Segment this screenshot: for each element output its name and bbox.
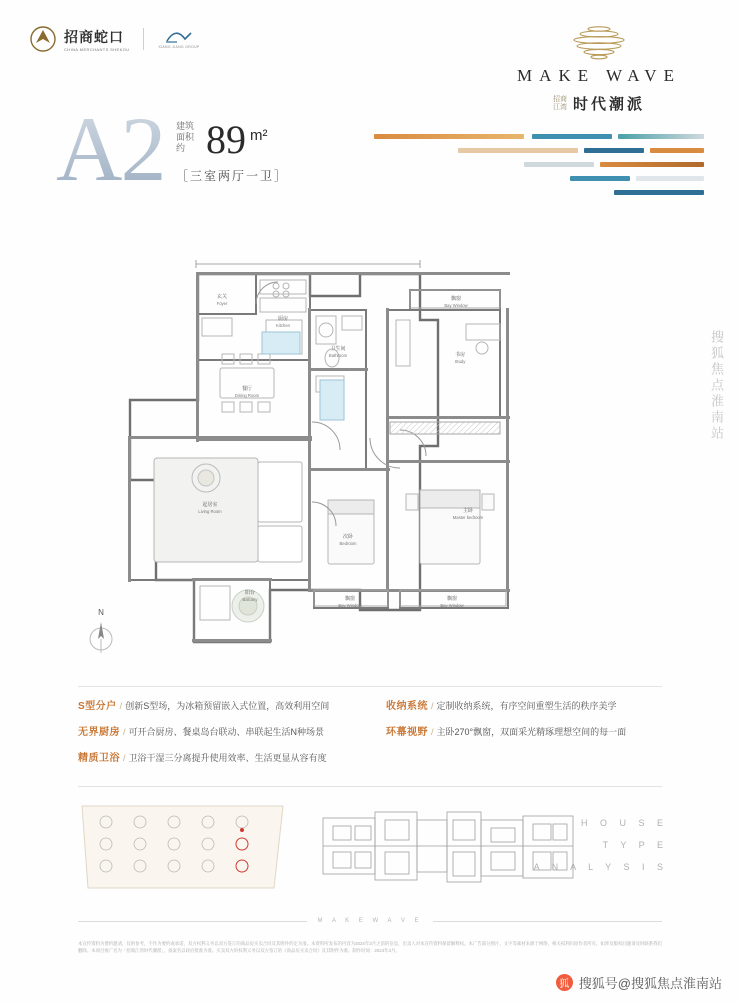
- svg-text:Bay Window: Bay Window: [440, 603, 464, 608]
- svg-text:Living Room: Living Room: [198, 509, 222, 514]
- svg-text:飘窗: 飘窗: [344, 596, 356, 602]
- svg-text:主卧: 主卧: [462, 508, 474, 514]
- svg-text:飘窗: 飘窗: [446, 596, 458, 602]
- svg-text:Bedroom: Bedroom: [339, 541, 357, 546]
- footer-wave-divider: [78, 918, 662, 924]
- area-label-line1: 建筑: [176, 121, 195, 131]
- watermark-side: 搜狐焦点淮南站: [709, 330, 724, 442]
- svg-text:厨房: 厨房: [277, 316, 289, 322]
- svg-text:Balcony: Balcony: [242, 597, 258, 602]
- developer-name-en: CHINA MERCHANTS SHEKOU: [64, 46, 130, 52]
- compass-north-label: N: [98, 608, 104, 617]
- svg-text:Dining Room: Dining Room: [234, 393, 260, 398]
- brand-block: [504, 24, 694, 114]
- watermark-bottom: [556, 973, 722, 992]
- area-unit: m²: [250, 127, 268, 144]
- floor-plan: [70, 250, 670, 670]
- logo-divider: [143, 28, 144, 50]
- brand-sub-small-2: 江湾: [552, 103, 567, 111]
- area-value: 89: [206, 117, 246, 162]
- feature-item: 环幕视野 / 主卧270°飘窗，双面采光精琢理想空间的每一面: [386, 727, 627, 738]
- feature-text: 可开合厨房、餐桌岛台联动、串联起生活N种场景: [128, 727, 325, 737]
- feature-title: 环幕视野: [386, 727, 428, 738]
- svg-text:Master bedroom: Master bedroom: [452, 515, 484, 520]
- svg-text:次卧: 次卧: [342, 534, 354, 540]
- analysis-caption: [534, 812, 668, 878]
- feature-text: 创新S型场，为冰箱预留嵌入式位置，高效利用空间: [125, 701, 330, 711]
- partner-logo-caption: XIANG JIANG GROUP: [158, 45, 200, 49]
- partner-logo-icon: [165, 29, 193, 43]
- sohu-badge-icon: 狐: [556, 974, 573, 991]
- unit-code-text: A2: [56, 98, 165, 200]
- feature-text: 卫浴干湿三分离提升使用效率、生活更显从容有度: [128, 753, 327, 763]
- feature-title: 收纳系统: [386, 701, 428, 712]
- brand-sub-small-1: 招商: [552, 95, 567, 103]
- area-label: [176, 121, 202, 160]
- feature-title: 精质卫浴: [78, 753, 120, 764]
- brand-title-cn: 时代潮派: [572, 96, 645, 113]
- watermark-bottom-text: 搜狐号@搜狐焦点淮南站: [578, 976, 722, 991]
- analysis-line-3: A N A L Y S I S: [533, 862, 668, 872]
- analysis-section: [78, 800, 668, 900]
- floor-plan-drawing: [70, 250, 670, 670]
- china-merchants-logo-icon: [30, 26, 56, 52]
- features-divider-top: [78, 686, 662, 687]
- svg-text:阳台: 阳台: [244, 590, 256, 596]
- svg-text:Foyer: Foyer: [216, 301, 228, 306]
- feature-title: 无界厨房: [78, 727, 120, 738]
- svg-text:Bathroom: Bathroom: [328, 353, 348, 358]
- unit-area-row: [176, 117, 268, 162]
- analysis-line-2: T Y P E: [602, 840, 668, 850]
- disclaimer-text: 本宣传资料为要约邀请，仅供参考，不作为要约或承诺，双方权利义务以双方签订的商品房买卖合同及其附件约定为准。本资料所发布的内容为2024年3月之前的信息，出卖人对本宣传资料保留解释权。本广告部分图片、文字等素材来源于网络，相关权利归原作者所有，如涉及版权问题请及时联系我们删除。本项目推广名为「招商江湾时代潮派」，备案名以政府批准为准。买卖双方的权利义务以双方签订的《商品房买卖合同》及其附件为准。制作时间：2024年3月。: [78, 941, 662, 953]
- feature-text: 主卧270°飘窗，双面采光精琢理想空间的每一面: [436, 727, 627, 737]
- decorative-color-bars: [374, 130, 704, 200]
- feature-item: S型分户 / 创新S型场，为冰箱预留嵌入式位置，高效利用空间: [78, 701, 330, 712]
- brand-subtitle-row: [504, 93, 694, 114]
- svg-text:玄关: 玄关: [216, 294, 228, 300]
- svg-text:起居室: 起居室: [202, 502, 218, 508]
- feature-item: 精质卫浴 / 卫浴干湿三分离提升使用效率、生活更显从容有度: [78, 753, 327, 764]
- feature-item: 无界厨房 / 可开合厨房、餐桌岛台联动、串联起生活N种场景: [78, 727, 325, 738]
- features-section: [78, 700, 668, 765]
- feature-item-empty: [386, 752, 668, 765]
- area-label-line2: 面积约: [176, 132, 195, 153]
- svg-text:Bay Window: Bay Window: [444, 303, 468, 308]
- feature-title: S型分户: [78, 701, 117, 712]
- svg-text:餐厅: 餐厅: [241, 386, 253, 392]
- compass: [88, 608, 114, 662]
- brand-title-en: MAKE WAVE: [517, 66, 681, 85]
- svg-text:Study: Study: [454, 359, 466, 364]
- developer-logo: [30, 26, 200, 52]
- svg-text:Kitchen: Kitchen: [276, 323, 290, 328]
- footer-wave-text: M A K E W A V E: [317, 918, 423, 924]
- unit-code: [56, 98, 165, 200]
- svg-text:Bay Window: Bay Window: [338, 603, 362, 608]
- features-divider-bottom: [78, 786, 662, 787]
- wave-emblem-icon: [504, 24, 694, 60]
- svg-text:飘窗: 飘窗: [450, 296, 462, 302]
- svg-text:书房: 书房: [454, 352, 466, 358]
- compass-icon: [88, 617, 114, 657]
- feature-text: 定制收纳系统，有序空间重塑生活的秩序美学: [436, 701, 617, 711]
- svg-text:卫生间: 卫生间: [330, 346, 346, 352]
- developer-name-cn: 招商蛇口: [64, 28, 124, 45]
- site-plan-diagram: [78, 800, 293, 895]
- room-type: ［三室两厅一卫］: [176, 169, 289, 183]
- partner-logo: [158, 29, 199, 49]
- analysis-line-1: H O U S E: [580, 818, 668, 828]
- feature-item: 收纳系统 / 定制收纳系统，有序空间重塑生活的秩序美学: [386, 701, 617, 712]
